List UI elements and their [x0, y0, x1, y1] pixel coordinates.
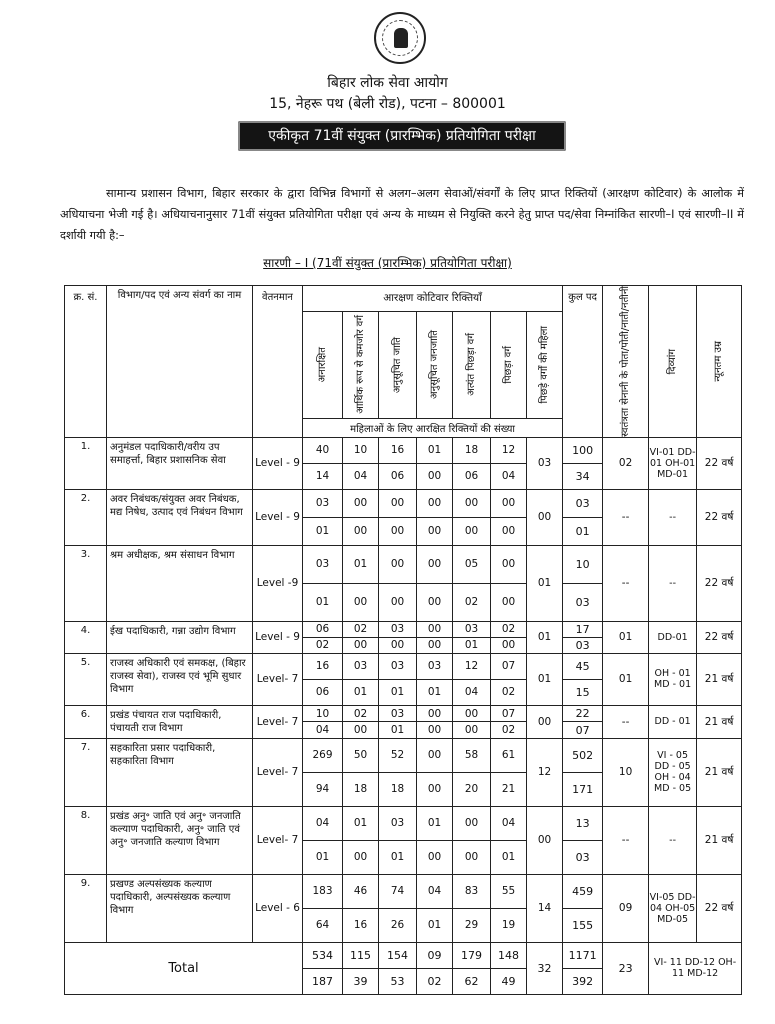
row-total-posts: 22 [563, 705, 603, 722]
row-women-value: 00 [343, 517, 379, 545]
table-row [65, 806, 742, 840]
total-label: Total [65, 942, 303, 994]
row-post-name: श्रम अधीक्षक, श्रम संसाधन विभाग [107, 545, 253, 621]
row-women-value: 04 [303, 722, 343, 739]
row-total-women: 155 [563, 908, 603, 942]
header-cat: आर्थिक रूप से कमजोर वर्ग [354, 315, 366, 415]
row-vacancy-value: 00 [417, 738, 453, 772]
row-post-name: अवर निबंधक/संयुक्त अवर निबंधक, मद्य निषेध, उत्पाद एवं निबंधन विभाग [107, 489, 253, 545]
row-min-age: 21 वर्ष [697, 738, 742, 806]
row-freedom-fighter: -- [603, 545, 649, 621]
total-women-value: 49 [491, 968, 527, 994]
table-row [65, 437, 742, 463]
row-women-value: 00 [491, 583, 527, 621]
row-min-age: 22 वर्ष [697, 489, 742, 545]
row-total-women: 01 [563, 517, 603, 545]
row-freedom-fighter: 01 [603, 621, 649, 653]
row-women-value: 00 [453, 840, 491, 874]
row-vacancy-value: 03 [379, 705, 417, 722]
row-total-posts: 45 [563, 653, 603, 679]
row-sno: 2. [65, 489, 107, 545]
total-women-value: 39 [343, 968, 379, 994]
row-total-women: 07 [563, 722, 603, 739]
row-vacancy-value: 04 [417, 874, 453, 908]
exam-banner: एकीकृत 71वीं संयुक्त (प्रारम्भिक) प्रतियोगिता परीक्षा [238, 121, 566, 151]
row-vacancy-value: 07 [491, 653, 527, 679]
table-row [65, 545, 742, 583]
row-min-age: 22 वर्ष [697, 545, 742, 621]
row-vacancy-value: 03 [379, 806, 417, 840]
row-post-name: राजस्व अधिकारी एवं समकक्ष, (बिहार राजस्व सेवा), राजस्व एवं भूमि सुधार विभाग [107, 653, 253, 705]
row-min-age: 21 वर्ष [697, 806, 742, 874]
row-vacancy-value: 03 [303, 545, 343, 583]
row-vacancy-value: 269 [303, 738, 343, 772]
row-vacancy-value: 00 [453, 705, 491, 722]
row-women-value: 00 [343, 722, 379, 739]
row-total-women: 03 [563, 637, 603, 653]
total-women-value: 02 [417, 968, 453, 994]
row-women-value: 26 [379, 908, 417, 942]
row-women-value: 00 [417, 583, 453, 621]
total-row [65, 942, 742, 968]
header-divyang: दिव्यांग [666, 348, 678, 375]
table-row [65, 705, 742, 722]
row-freedom-fighter: -- [603, 705, 649, 738]
row-min-age: 22 वर्ष [697, 621, 742, 653]
row-pay-level: Level -9 [253, 545, 303, 621]
row-vacancy-value: 03 [379, 621, 417, 637]
row-women-value: 04 [453, 679, 491, 705]
row-freedom-fighter: -- [603, 489, 649, 545]
row-women-value: 14 [303, 463, 343, 489]
row-vacancy-value: 07 [491, 705, 527, 722]
total-freedom: 23 [603, 942, 649, 994]
row-vacancy-value: 04 [491, 806, 527, 840]
row-vacancy-value: 00 [417, 545, 453, 583]
header-age: न्यूनतम उम्र [713, 341, 725, 382]
row-sno: 5. [65, 653, 107, 705]
row-min-age: 22 वर्ष [697, 437, 742, 489]
row-total-posts: 17 [563, 621, 603, 637]
row-women-value: 00 [453, 722, 491, 739]
row-min-age: 22 वर्ष [697, 874, 742, 942]
row-vacancy-value: 12 [491, 437, 527, 463]
row-women-value: 01 [417, 908, 453, 942]
row-vacancy-value: 01 [343, 806, 379, 840]
bpsc-seal-logo [374, 12, 426, 64]
row-vacancy-value: 00 [417, 621, 453, 637]
row-vacancy-value: 55 [491, 874, 527, 908]
row-women-value: 21 [491, 772, 527, 806]
total-women-value: 187 [303, 968, 343, 994]
row-vacancy-value: 03 [379, 653, 417, 679]
row-vacancy-value: 02 [491, 621, 527, 637]
header-freedom: स्वतंत्रता सेनानी के पोता/पोती/नाती/नतीनी [619, 286, 631, 437]
row-divyang: OH - 01 MD - 01 [649, 653, 697, 705]
row-bcw-value: 01 [527, 653, 563, 705]
row-vacancy-value: 83 [453, 874, 491, 908]
row-freedom-fighter: -- [603, 806, 649, 874]
table-row [65, 489, 742, 517]
row-total-posts: 03 [563, 489, 603, 517]
row-vacancy-value: 01 [417, 806, 453, 840]
intro-paragraph: सामान्य प्रशासन विभाग, बिहार सरकार के द्वारा विभिन्न विभागों से अलग–अलग सेवाओं/संवर्गों के लिए प्राप्त रिक्तियों (आरक्षण कोटिवार) के आलोक में अधियाचना भेजी गई है। अधियाचनानुसार 71वीं संयुक्त प्रतियोगिता परीक्षा एवं अन्य के माध्यम से नियुक्ति करने हेतु प्राप्त पद/सेवा निम्नांकित सारणी–I एवं सारणी–II में दर्शायी गयी है:– [60, 187, 744, 242]
row-women-value: 20 [453, 772, 491, 806]
row-sno: 3. [65, 545, 107, 621]
row-bcw-value: 14 [527, 874, 563, 942]
row-vacancy-value: 02 [343, 705, 379, 722]
row-vacancy-value: 10 [303, 705, 343, 722]
header-pay: वेतनमान [253, 286, 303, 438]
row-post-name: ईख पदाधिकारी, गन्ना उद्योग विभाग [107, 621, 253, 653]
row-freedom-fighter: 09 [603, 874, 649, 942]
row-women-value: 29 [453, 908, 491, 942]
row-vacancy-value: 03 [417, 653, 453, 679]
row-women-value: 06 [379, 463, 417, 489]
row-women-value: 02 [453, 583, 491, 621]
header-cat: अनुसूचित जाति [391, 336, 403, 393]
row-women-value: 16 [343, 908, 379, 942]
row-sno: 7. [65, 738, 107, 806]
row-divyang: DD - 01 [649, 705, 697, 738]
row-vacancy-value: 16 [303, 653, 343, 679]
header-cat: पिछड़े वर्गों की महिला [538, 325, 550, 404]
row-vacancy-value: 61 [491, 738, 527, 772]
row-vacancy-value: 03 [303, 489, 343, 517]
row-women-value: 01 [343, 679, 379, 705]
row-women-value: 01 [417, 679, 453, 705]
row-bcw-value: 03 [527, 437, 563, 489]
header-post: विभाग/पद एवं अन्य संवर्ग का नाम [107, 286, 253, 438]
row-women-value: 18 [343, 772, 379, 806]
org-name: बिहार लोक सेवा आयोग [327, 75, 448, 91]
table-row [65, 653, 742, 679]
row-women-value: 00 [379, 583, 417, 621]
row-vacancy-value: 183 [303, 874, 343, 908]
row-women-value: 94 [303, 772, 343, 806]
header-sno: क्र. सं. [65, 286, 107, 438]
row-post-name: प्रखण्ड अल्पसंख्यक कल्याण पदाधिकारी, अल्पसंख्यक कल्याण विभाग [107, 874, 253, 942]
row-women-value: 00 [417, 637, 453, 653]
row-bcw-value: 00 [527, 489, 563, 545]
row-women-value: 64 [303, 908, 343, 942]
row-women-value: 00 [453, 517, 491, 545]
row-women-value: 19 [491, 908, 527, 942]
table-row [65, 738, 742, 772]
row-women-value: 02 [303, 637, 343, 653]
row-total-posts: 13 [563, 806, 603, 840]
row-total-posts: 100 [563, 437, 603, 463]
row-total-women: 34 [563, 463, 603, 489]
row-total-posts: 10 [563, 545, 603, 583]
row-min-age: 21 वर्ष [697, 653, 742, 705]
row-pay-level: Level- 7 [253, 653, 303, 705]
row-women-value: 00 [417, 463, 453, 489]
row-women-value: 02 [491, 679, 527, 705]
row-divyang: -- [649, 489, 697, 545]
row-divyang: -- [649, 806, 697, 874]
row-divyang: VI-01 DD-01 OH-01 MD-01 [649, 437, 697, 489]
row-min-age: 21 वर्ष [697, 705, 742, 738]
header-total: कुल पद [563, 286, 603, 438]
row-women-value: 06 [453, 463, 491, 489]
total-value: 154 [379, 942, 417, 968]
row-post-name: अनुमंडल पदाधिकारी/वरीय उप समाहर्त्ता, बिहार प्रशासनिक सेवा [107, 437, 253, 489]
header-cat: अनुसूचित जनजाति [428, 330, 440, 400]
row-pay-level: Level- 7 [253, 806, 303, 874]
row-women-value: 00 [417, 722, 453, 739]
row-vacancy-value: 00 [453, 806, 491, 840]
row-vacancy-value: 10 [343, 437, 379, 463]
header-women-row: महिलाओं के लिए आरक्षित रिक्तियों की संख्या [303, 418, 563, 437]
row-vacancy-value: 18 [453, 437, 491, 463]
table-row [65, 874, 742, 908]
row-vacancy-value: 05 [453, 545, 491, 583]
row-divyang: -- [649, 545, 697, 621]
row-vacancy-value: 04 [303, 806, 343, 840]
row-vacancy-value: 16 [379, 437, 417, 463]
row-pay-level: Level - 9 [253, 437, 303, 489]
row-women-value: 02 [491, 722, 527, 739]
row-total-posts: 459 [563, 874, 603, 908]
row-women-value: 00 [417, 517, 453, 545]
row-freedom-fighter: 10 [603, 738, 649, 806]
total-value: 179 [453, 942, 491, 968]
total-women-value: 53 [379, 968, 417, 994]
row-vacancy-value: 00 [417, 705, 453, 722]
row-vacancy-value: 00 [417, 489, 453, 517]
row-women-value: 00 [379, 517, 417, 545]
total-women: 392 [563, 968, 603, 994]
row-total-posts: 502 [563, 738, 603, 772]
row-vacancy-value: 00 [491, 545, 527, 583]
row-total-women: 03 [563, 583, 603, 621]
row-post-name: प्रखंड पंचायत राज पदाधिकारी, पंचायती राज विभाग [107, 705, 253, 738]
row-vacancy-value: 58 [453, 738, 491, 772]
row-sno: 1. [65, 437, 107, 489]
row-divyang: DD-01 [649, 621, 697, 653]
org-address: 15, नेहरू पथ (बेली रोड), पटना – 800001 [269, 96, 506, 112]
row-vacancy-value: 01 [343, 545, 379, 583]
row-women-value: 01 [453, 637, 491, 653]
row-freedom-fighter: 01 [603, 653, 649, 705]
header-reservation: आरक्षण कोटिवार रिक्तियाँ [303, 286, 563, 312]
table-title: सारणी – I (71वीं संयुक्त (प्रारम्भिक) प्रतियोगिता परीक्षा) [263, 256, 512, 270]
row-vacancy-value: 00 [379, 545, 417, 583]
row-women-value: 01 [303, 840, 343, 874]
row-women-value: 01 [379, 722, 417, 739]
row-vacancy-value: 52 [379, 738, 417, 772]
row-women-value: 01 [303, 517, 343, 545]
row-bcw-value: 01 [527, 621, 563, 653]
header-cat: अत्यंत पिछड़ा वर्ग [465, 333, 477, 397]
row-bcw-value: 12 [527, 738, 563, 806]
total-posts: 1171 [563, 942, 603, 968]
total-value: 09 [417, 942, 453, 968]
header-cat: पिछड़ा वर्ग [502, 345, 514, 384]
row-women-value: 18 [379, 772, 417, 806]
row-divyang: VI - 05 DD - 05 OH - 04 MD - 05 [649, 738, 697, 806]
row-pay-level: Level - 9 [253, 489, 303, 545]
row-divyang: VI-05 DD-04 OH-05 MD-05 [649, 874, 697, 942]
row-sno: 8. [65, 806, 107, 874]
row-women-value: 04 [343, 463, 379, 489]
row-women-value: 01 [491, 840, 527, 874]
row-vacancy-value: 00 [343, 489, 379, 517]
row-women-value: 01 [379, 679, 417, 705]
row-women-value: 00 [343, 840, 379, 874]
row-vacancy-value: 74 [379, 874, 417, 908]
total-bcw: 32 [527, 942, 563, 994]
row-total-women: 171 [563, 772, 603, 806]
row-vacancy-value: 00 [453, 489, 491, 517]
row-post-name: सहकारिता प्रसार पदाधिकारी, सहकारिता विभाग [107, 738, 253, 806]
total-divyang: VI- 11 DD-12 OH-11 MD-12 [649, 942, 742, 994]
row-bcw-value: 01 [527, 545, 563, 621]
row-women-value: 06 [303, 679, 343, 705]
row-pay-level: Level - 6 [253, 874, 303, 942]
row-bcw-value: 00 [527, 806, 563, 874]
row-women-value: 00 [417, 840, 453, 874]
row-vacancy-value: 03 [343, 653, 379, 679]
row-freedom-fighter: 02 [603, 437, 649, 489]
row-post-name: प्रखंड अनु॰ जाति एवं अनु॰ जनजाति कल्याण पदाधिकारी, अनु॰ जाति एवं अनु॰ जनजाति कल्याण विभाग [107, 806, 253, 874]
row-sno: 9. [65, 874, 107, 942]
total-women-value: 62 [453, 968, 491, 994]
row-vacancy-value: 50 [343, 738, 379, 772]
row-women-value: 01 [303, 583, 343, 621]
row-sno: 4. [65, 621, 107, 653]
row-women-value: 00 [417, 772, 453, 806]
row-vacancy-value: 12 [453, 653, 491, 679]
total-value: 148 [491, 942, 527, 968]
row-pay-level: Level- 7 [253, 738, 303, 806]
total-value: 115 [343, 942, 379, 968]
row-vacancy-value: 01 [417, 437, 453, 463]
row-women-value: 00 [379, 637, 417, 653]
row-sno: 6. [65, 705, 107, 738]
row-pay-level: Level - 9 [253, 621, 303, 653]
row-vacancy-value: 06 [303, 621, 343, 637]
row-women-value: 00 [343, 583, 379, 621]
row-total-women: 03 [563, 840, 603, 874]
row-women-value: 04 [491, 463, 527, 489]
row-women-value: 00 [491, 637, 527, 653]
row-women-value: 01 [379, 840, 417, 874]
row-vacancy-value: 00 [379, 489, 417, 517]
table-row [65, 621, 742, 637]
header-cat: अनारक्षित [316, 346, 328, 383]
vacancy-table [64, 285, 742, 995]
total-value: 534 [303, 942, 343, 968]
row-women-value: 00 [491, 517, 527, 545]
row-vacancy-value: 02 [343, 621, 379, 637]
row-vacancy-value: 40 [303, 437, 343, 463]
row-women-value: 00 [343, 637, 379, 653]
row-vacancy-value: 46 [343, 874, 379, 908]
row-total-women: 15 [563, 679, 603, 705]
row-pay-level: Level- 7 [253, 705, 303, 738]
row-vacancy-value: 03 [453, 621, 491, 637]
row-bcw-value: 00 [527, 705, 563, 738]
row-vacancy-value: 00 [491, 489, 527, 517]
